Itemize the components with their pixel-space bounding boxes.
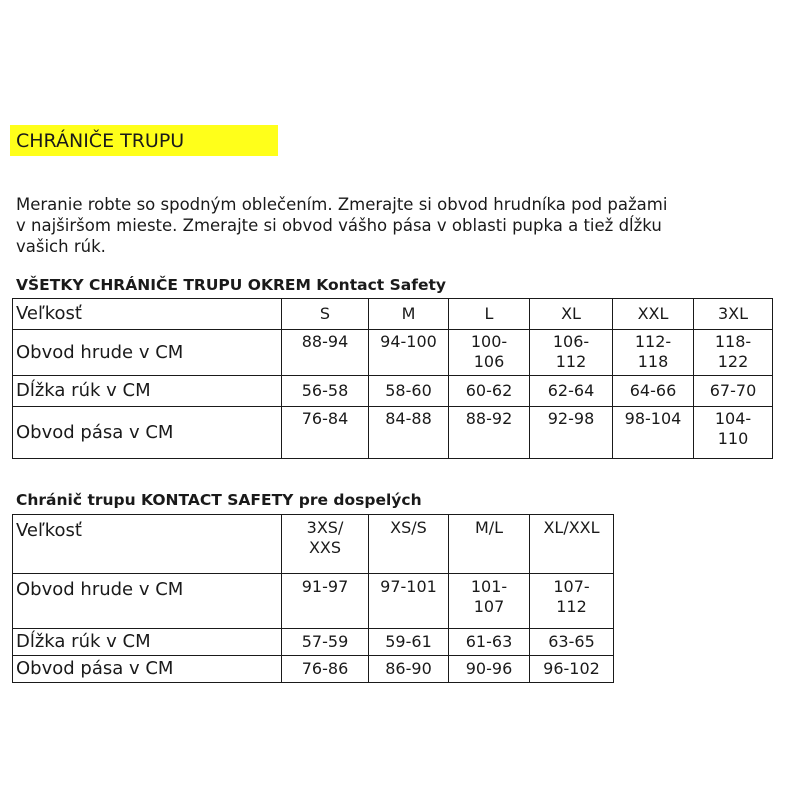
table-cell: 100- 106 bbox=[449, 330, 530, 376]
table-cell: XL/XXL bbox=[530, 515, 614, 574]
table-row bbox=[13, 574, 614, 629]
table-cell: 84-88 bbox=[369, 407, 449, 459]
table-cell: 60-62 bbox=[449, 376, 530, 407]
table-cell: 91-97 bbox=[282, 574, 369, 629]
table-cell: XL bbox=[530, 299, 613, 330]
table-cell: 97-101 bbox=[369, 574, 449, 629]
table-cell: 104- 110 bbox=[694, 407, 773, 459]
table-cell: 76-86 bbox=[282, 656, 369, 683]
table-cell: 3XS/ XXS bbox=[282, 515, 369, 574]
table-row bbox=[13, 656, 614, 683]
row-label: Veľkosť bbox=[13, 515, 282, 574]
table-cell: S bbox=[282, 299, 369, 330]
table-row bbox=[13, 515, 614, 574]
row-label: Dĺžka rúk v CM bbox=[13, 629, 282, 656]
table-cell: 88-92 bbox=[449, 407, 530, 459]
table1-heading: VŠETKY CHRÁNIČE TRUPU OKREM Kontact Safety bbox=[16, 276, 446, 294]
table-cell: 86-90 bbox=[369, 656, 449, 683]
intro-line: v najširšom mieste. Zmerajte si obvod vášho pása v oblasti pupka a tiež dĺžku bbox=[16, 216, 662, 235]
table-cell: 58-60 bbox=[369, 376, 449, 407]
table-cell: 98-104 bbox=[613, 407, 694, 459]
table-cell: XS/S bbox=[369, 515, 449, 574]
table-cell: 88-94 bbox=[282, 330, 369, 376]
table-cell: 64-66 bbox=[613, 376, 694, 407]
table-cell: 96-102 bbox=[530, 656, 614, 683]
row-label: Obvod pása v CM bbox=[13, 656, 282, 683]
table-cell: 107- 112 bbox=[530, 574, 614, 629]
table-cell: 90-96 bbox=[449, 656, 530, 683]
table-row bbox=[13, 299, 773, 330]
size-table-kontact-safety bbox=[12, 514, 614, 683]
table-cell: 56-58 bbox=[282, 376, 369, 407]
table-cell: M/L bbox=[449, 515, 530, 574]
table-cell: XXL bbox=[613, 299, 694, 330]
row-label: Veľkosť bbox=[13, 299, 282, 330]
table-cell: 76-84 bbox=[282, 407, 369, 459]
table-cell: 118- 122 bbox=[694, 330, 773, 376]
intro-line: Meranie robte so spodným oblečením. Zmerajte si obvod hrudníka pod pažami bbox=[16, 195, 668, 214]
table-row bbox=[13, 629, 614, 656]
table-cell: 92-98 bbox=[530, 407, 613, 459]
table-cell: 3XL bbox=[694, 299, 773, 330]
row-label: Dĺžka rúk v CM bbox=[13, 376, 282, 407]
table-cell: 67-70 bbox=[694, 376, 773, 407]
table2-heading: Chránič trupu KONTACT SAFETY pre dospelých bbox=[16, 491, 422, 509]
table-cell: 62-64 bbox=[530, 376, 613, 407]
table-cell: 61-63 bbox=[449, 629, 530, 656]
table-cell: 59-61 bbox=[369, 629, 449, 656]
table-cell: 57-59 bbox=[282, 629, 369, 656]
intro-line: vašich rúk. bbox=[16, 237, 106, 256]
intro-paragraph bbox=[16, 194, 786, 257]
row-label: Obvod pása v CM bbox=[13, 407, 282, 459]
table-cell: 101- 107 bbox=[449, 574, 530, 629]
size-table-general bbox=[12, 298, 773, 459]
table-cell: 106- 112 bbox=[530, 330, 613, 376]
page-title: CHRÁNIČE TRUPU bbox=[16, 130, 185, 152]
table-row bbox=[13, 330, 773, 376]
row-label: Obvod hrude v CM bbox=[13, 330, 282, 376]
table-cell: 94-100 bbox=[369, 330, 449, 376]
table-row bbox=[13, 407, 773, 459]
table-cell: 112- 118 bbox=[613, 330, 694, 376]
table-row bbox=[13, 376, 773, 407]
table-cell: L bbox=[449, 299, 530, 330]
table-cell: M bbox=[369, 299, 449, 330]
table-cell: 63-65 bbox=[530, 629, 614, 656]
row-label: Obvod hrude v CM bbox=[13, 574, 282, 629]
